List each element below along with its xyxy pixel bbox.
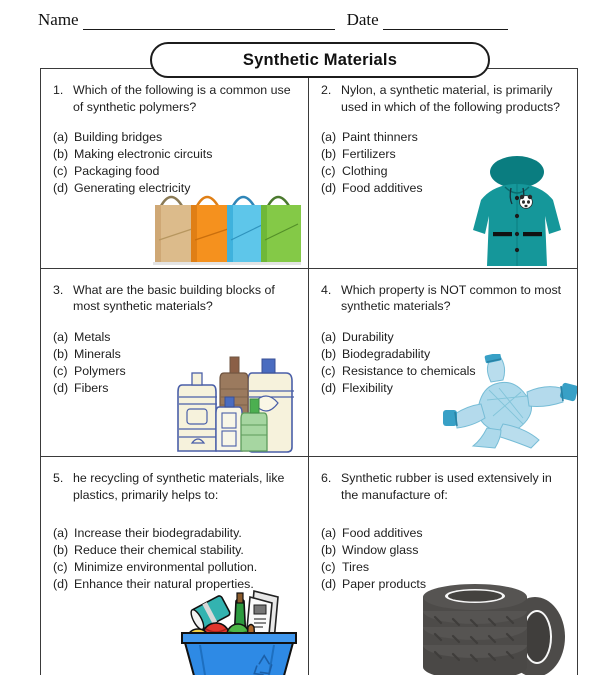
option-key: (d) [321,181,337,195]
question-5-number: 5. [53,471,64,486]
option-key: (b) [321,147,337,161]
question-6-options [321,525,567,593]
question-1-heading [53,82,298,115]
date-label: Date [346,10,379,29]
option-item[interactable] [53,363,298,380]
option-key: (a) [321,526,337,541]
option-item[interactable] [321,346,567,363]
name-input-line[interactable] [83,14,335,30]
question-2-heading [321,82,567,115]
tires-illustration [419,581,571,675]
question-6-number: 6. [321,471,332,486]
option-item[interactable] [321,329,567,346]
question-5-options [53,525,298,593]
option-key: (a) [321,329,337,344]
option-value: Building bridges [74,130,163,144]
question-6-text: Synthetic rubber is used extensively in the manufacture of: [341,471,552,502]
option-key: (a) [53,329,69,344]
option-item[interactable] [53,163,298,180]
table-row [41,457,577,675]
question-1-number: 1. [53,83,64,97]
option-value: Metals [74,329,111,344]
option-key: (c) [53,164,68,178]
option-item[interactable] [53,146,298,163]
option-value: Increase their biodegradability. [74,526,242,541]
question-cell-1 [41,69,309,268]
recycling-bin-illustration [180,583,302,675]
option-value: Minimize environmental pollution. [74,560,258,575]
option-key: (b) [321,543,337,558]
option-item[interactable] [53,576,298,593]
name-date-header [0,0,616,30]
question-2-text: Nylon, a synthetic material, is primarily used in which of the following products? [341,83,561,114]
option-key: (a) [53,130,69,144]
question-2-number: 2. [321,83,332,97]
question-3-options [53,329,298,397]
option-value: Flexibility [342,380,393,395]
option-value: Biodegradability [342,346,431,361]
option-item[interactable] [53,559,298,576]
option-item[interactable] [53,346,298,363]
question-4-text: Which property is NOT common to most synthetic materials? [341,282,562,314]
option-key: (c) [321,164,336,178]
question-1-options [53,129,298,197]
option-key: (b) [53,147,69,161]
date-input-line[interactable] [383,14,508,30]
option-value: Fertilizers [342,147,396,161]
option-item[interactable] [321,525,567,542]
question-5-text: he recycling of synthetic materials, like plastics, primarily helps to: [73,471,285,502]
option-key: (d) [321,380,337,395]
option-key: (c) [321,363,336,378]
option-value: Paint thinners [342,130,418,144]
question-4-options [321,329,567,397]
option-item[interactable] [321,542,567,559]
option-item[interactable] [321,180,567,197]
question-1-text: Which of the following is a common use of synthetic polymers? [73,83,291,114]
option-value: Food additives [342,526,423,541]
option-key: (b) [321,346,337,361]
option-value: Window glass [342,543,419,558]
question-cell-5 [41,457,309,675]
option-key: (c) [321,560,336,575]
option-value: Packaging food [74,164,160,178]
question-6-heading [321,470,567,503]
option-value: Tires [342,560,370,575]
worksheet-title-badge [150,42,490,78]
question-2-options [321,129,567,197]
question-5-heading [53,470,298,503]
option-key: (d) [53,181,69,195]
option-value: Paper products [342,577,427,592]
option-key: (b) [53,346,69,361]
option-key: (c) [53,560,68,575]
option-item[interactable] [53,129,298,146]
question-4-number: 4. [321,282,332,297]
question-3-heading [53,282,298,315]
option-item[interactable] [321,380,567,397]
question-cell-4 [309,269,577,457]
option-value: Resistance to chemicals [342,363,476,378]
question-cell-6 [309,457,577,675]
option-value: Making electronic circuits [74,147,213,161]
option-value: Polymers [74,363,126,378]
question-cell-3 [41,269,309,457]
option-item[interactable] [53,180,298,197]
option-value: Food additives [342,181,423,195]
option-item[interactable] [321,559,567,576]
option-key: (a) [321,130,337,144]
option-item[interactable] [321,576,567,593]
option-value: Enhance their natural properties. [74,577,254,592]
option-item[interactable] [321,129,567,146]
option-key: (d) [321,577,337,592]
table-row [41,269,577,458]
option-item[interactable] [53,542,298,559]
option-item[interactable] [53,525,298,542]
option-item[interactable] [321,363,567,380]
option-value: Generating electricity [74,181,191,195]
option-value: Reduce their chemical stability. [74,543,244,558]
option-item[interactable] [53,329,298,346]
option-value: Minerals [74,346,121,361]
question-cell-2 [309,69,577,268]
option-key: (c) [53,363,68,378]
option-item[interactable] [53,380,298,397]
questions-table [40,68,578,675]
question-4-heading [321,282,567,315]
table-row [41,69,577,269]
option-key: (a) [53,526,69,541]
option-key: (d) [53,380,69,395]
option-item[interactable] [321,146,567,163]
question-3-number: 3. [53,282,64,297]
option-key: (d) [53,577,69,592]
option-item[interactable] [321,163,567,180]
option-value: Durability [342,329,394,344]
option-key: (b) [53,543,69,558]
page-title: Synthetic Materials [242,50,398,69]
question-3-text: What are the basic building blocks of most synthetic materials? [73,282,275,314]
option-value: Clothing [342,164,388,178]
option-value: Fibers [74,380,109,395]
name-label: Name [38,10,79,29]
